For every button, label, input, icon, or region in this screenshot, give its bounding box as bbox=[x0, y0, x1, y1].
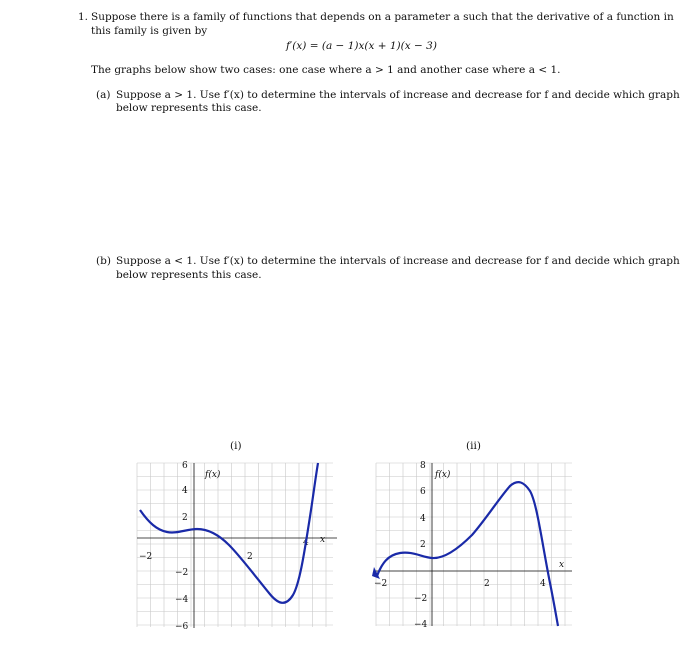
graph-i-xlabel: x bbox=[320, 535, 326, 545]
derivative-equation: f′(x) = (a − 1)x(x + 1)(x − 3) bbox=[286, 40, 437, 52]
problem-intro-line2: this family is given by bbox=[91, 25, 208, 37]
graph-i-title: (i) bbox=[230, 440, 242, 452]
graph-i-xtick-2: 2 bbox=[247, 552, 253, 562]
problem-intro-line1: Suppose there is a family of functions that depends on a parameter a such that the derivative of a function in bbox=[91, 11, 674, 23]
graph-i-xtick-m2: −2 bbox=[139, 552, 153, 562]
graph-i-curve bbox=[140, 463, 318, 603]
part-b-line2: below represents this case. bbox=[116, 269, 262, 281]
graph-ii-xlabel: x bbox=[559, 560, 565, 570]
part-a-line1: Suppose a > 1. Use f′(x) to determine the intervals of increase and decrease for f and decide which graph bbox=[116, 89, 680, 101]
graph-i bbox=[137, 463, 337, 633]
graph-i-xtick-4: 4 bbox=[303, 538, 309, 548]
graph-ii-xtick-4: 4 bbox=[540, 579, 546, 589]
graph-ii-ylabel: f(x) bbox=[435, 470, 451, 480]
graph-i-ytick-4: 4 bbox=[182, 486, 188, 496]
graph-ii-ytick-6: 6 bbox=[420, 487, 426, 497]
cases-statement: The graphs below show two cases: one case where a > 1 and another case where a < 1. bbox=[91, 64, 561, 76]
graph-ii-title: (ii) bbox=[466, 440, 481, 452]
graph-ii-ytick-8: 8 bbox=[420, 461, 426, 471]
graph-ii-ytick-m4: −4 bbox=[414, 620, 428, 630]
graph-ii-xtick-m2: −2 bbox=[374, 579, 388, 589]
graph-ii-ytick-4: 4 bbox=[420, 514, 426, 524]
graph-i-ytick-m4: −4 bbox=[175, 595, 189, 605]
part-b-label: (b) bbox=[96, 255, 111, 267]
part-a-label: (a) bbox=[96, 89, 111, 101]
graph-ii-ytick-m2: −2 bbox=[414, 594, 428, 604]
problem-number: 1. bbox=[78, 11, 89, 23]
graph-ii-ytick-2: 2 bbox=[420, 540, 426, 550]
graph-i-ytick-6: 6 bbox=[182, 461, 188, 471]
part-a-line2: below represents this case. bbox=[116, 102, 262, 114]
graph-ii bbox=[376, 463, 572, 629]
graph-i-ylabel: f(x) bbox=[205, 470, 221, 480]
part-b-line1: Suppose a < 1. Use f′(x) to determine the intervals of increase and decrease for f and decide which graph bbox=[116, 255, 680, 267]
graph-ii-xtick-2: 2 bbox=[484, 579, 490, 589]
graph-i-ytick-m6: −6 bbox=[175, 622, 189, 632]
graph-i-ytick-2: 2 bbox=[182, 513, 188, 523]
graph-i-ytick-m2: −2 bbox=[175, 568, 189, 578]
